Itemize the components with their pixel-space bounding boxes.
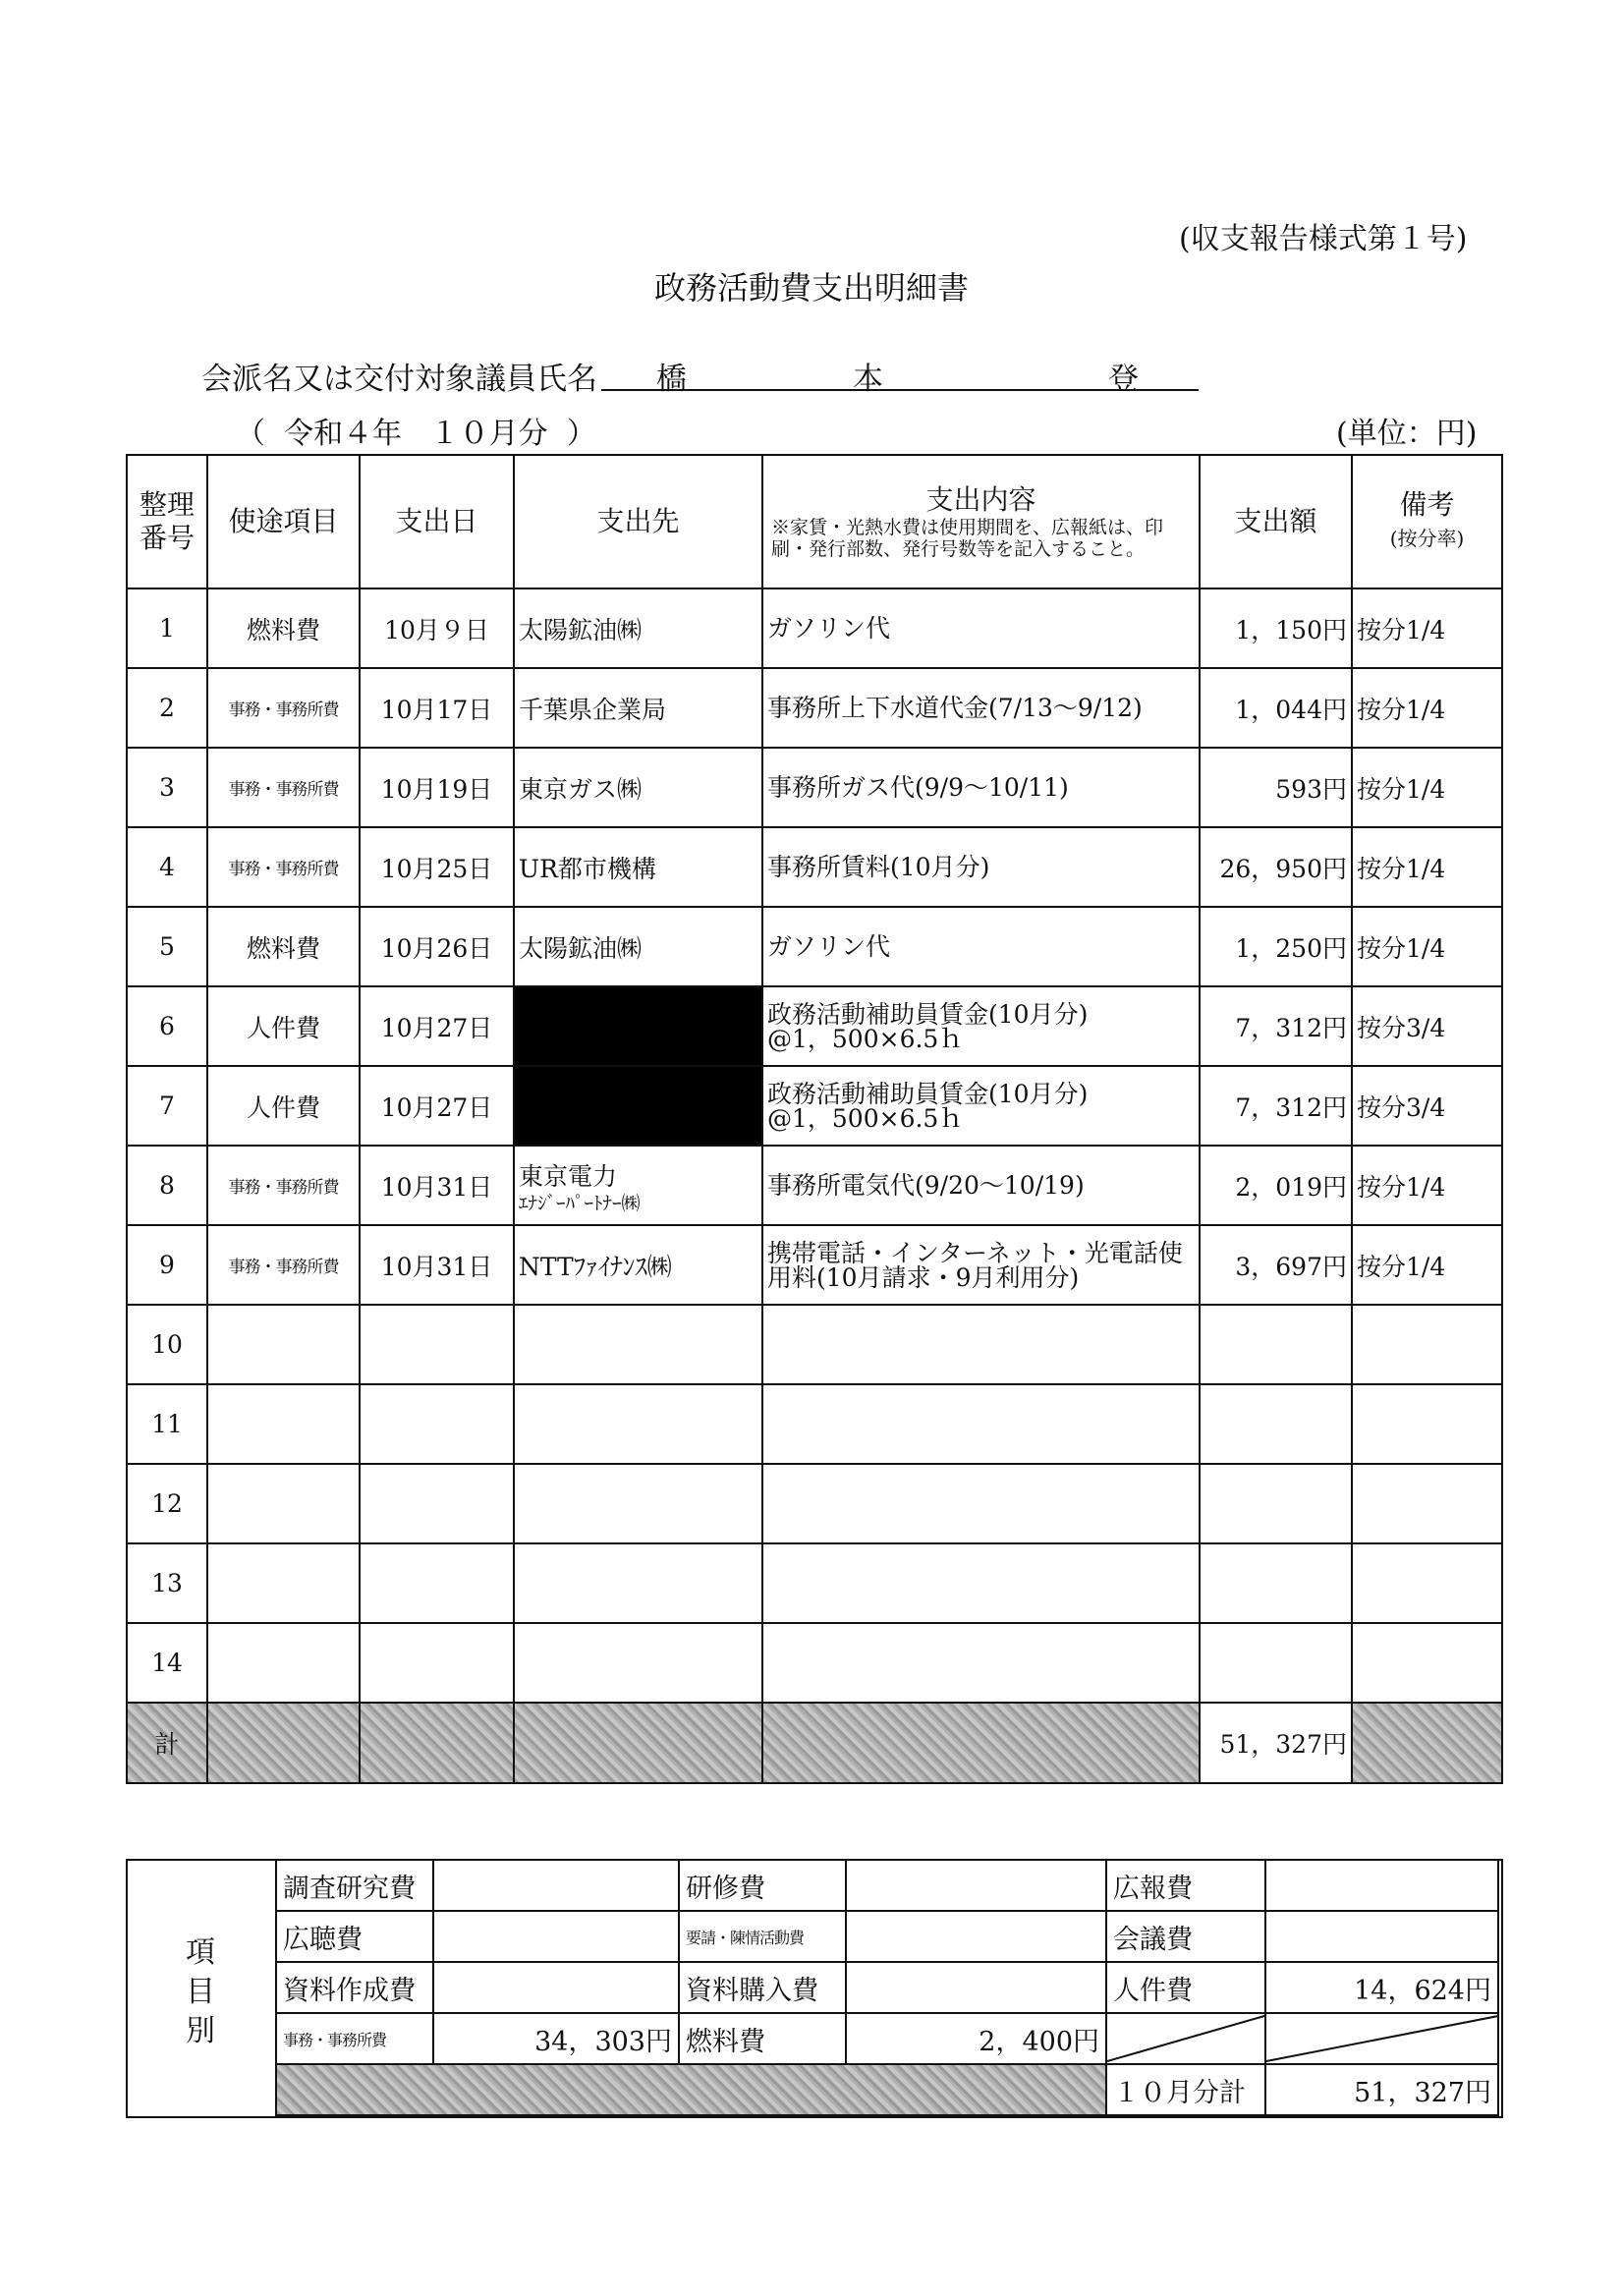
table-row — [127, 907, 1502, 986]
row-date: 10月17日 — [360, 668, 514, 748]
row-content: 政務活動補助員賃金(10月分) @1，500×6.5ｈ — [762, 1066, 1200, 1146]
table-row — [127, 1225, 1502, 1305]
summary-item-label: 人件費 — [1106, 1962, 1265, 2013]
table-row — [127, 748, 1502, 827]
summary-item-value — [433, 1962, 679, 2013]
row-payee — [514, 1305, 762, 1384]
form-code: (収支報告様式第１号) — [1179, 222, 1468, 256]
summary-item-value — [846, 1911, 1106, 1962]
row-payee-name: 東京ガス㈱ — [519, 774, 643, 804]
table-row — [127, 1146, 1502, 1225]
summary-item-label: 事務・事務所費 — [276, 2013, 433, 2064]
row-number: 7 — [127, 1066, 207, 1146]
table-row — [127, 1464, 1502, 1543]
row-number: 3 — [127, 748, 207, 827]
row-category: 事務・事務所費 — [207, 1225, 360, 1305]
name-char-3: 登 — [1108, 362, 1139, 397]
row-category — [207, 1464, 360, 1543]
row-note: 按分1/4 — [1352, 1225, 1502, 1305]
summary-item-label: 会議費 — [1106, 1911, 1265, 1962]
row-payee-name: 太陽鉱油㈱ — [519, 615, 643, 644]
row-date: 10月26日 — [360, 907, 514, 986]
row-payee-name: NTTﾌｧｲﾅﾝｽ㈱ — [519, 1252, 672, 1281]
row-category — [207, 1623, 360, 1703]
total-filler — [514, 1703, 762, 1783]
row-date — [360, 1464, 514, 1543]
row-number: 12 — [127, 1464, 207, 1543]
row-note: 按分1/4 — [1352, 748, 1502, 827]
header-note-sub: (按分率) — [1389, 527, 1465, 550]
row-payee — [514, 986, 762, 1066]
name-char-1: 橋 — [656, 362, 687, 397]
row-content — [762, 1464, 1200, 1543]
row-content: 事務所ガス代(9/9～10/11) — [762, 748, 1200, 827]
name-label: 会派名又は交付対象議員氏名 — [201, 362, 597, 397]
header-no: 整理番号 — [127, 455, 207, 588]
summary-item-value — [846, 1962, 1106, 2013]
diagonal-line — [1107, 2014, 1498, 2063]
row-amount: 7，312円 — [1200, 1066, 1352, 1146]
summary-item-label: 燃料費 — [679, 2013, 846, 2064]
row-payee — [514, 1543, 762, 1623]
row-number: 2 — [127, 668, 207, 748]
row-amount: 26，950円 — [1200, 827, 1352, 907]
header-category: 使途項目 — [207, 455, 360, 588]
summary-item-value: 2，400円 — [846, 2013, 1106, 2064]
row-payee-name: 千葉県企業局 — [519, 695, 667, 724]
row-date — [360, 1543, 514, 1623]
summary-item-value — [1265, 1911, 1498, 1962]
summary-row — [276, 2013, 1498, 2064]
row-content — [762, 1543, 1200, 1623]
row-amount — [1200, 1384, 1352, 1464]
row-note — [1352, 1623, 1502, 1703]
total-amount: 51，327円 — [1200, 1703, 1352, 1783]
row-date: 10月31日 — [360, 1146, 514, 1225]
total-filler — [1352, 1703, 1502, 1783]
row-payee — [514, 1623, 762, 1703]
row-content: 事務所賃料(10月分) — [762, 827, 1200, 907]
row-payee — [514, 588, 762, 668]
table-row — [127, 1305, 1502, 1384]
header-payee: 支出先 — [514, 455, 762, 588]
diagonal-cell — [1106, 2013, 1498, 2064]
row-amount: 2，019円 — [1200, 1146, 1352, 1225]
row-content: 事務所電気代(9/20～10/19) — [762, 1146, 1200, 1225]
table-row — [127, 588, 1502, 668]
row-payee-name: UR都市機構 — [519, 854, 656, 883]
row-payee — [514, 668, 762, 748]
row-date: 10月19日 — [360, 748, 514, 827]
row-note — [1352, 1305, 1502, 1384]
row-date — [360, 1623, 514, 1703]
summary-shaded — [276, 2064, 1106, 2115]
row-number: 10 — [127, 1305, 207, 1384]
row-date: 10月９日 — [360, 588, 514, 668]
row-amount: 1，250円 — [1200, 907, 1352, 986]
summary-item-label: 資料購入費 — [679, 1962, 846, 2013]
row-payee — [514, 827, 762, 907]
total-filler — [207, 1703, 360, 1783]
row-amount — [1200, 1543, 1352, 1623]
summary-row — [276, 2064, 1498, 2115]
row-amount: 1，150円 — [1200, 588, 1352, 668]
summary-table — [275, 1859, 1499, 2116]
row-content — [762, 1384, 1200, 1464]
table-row — [127, 1384, 1502, 1464]
row-number: 6 — [127, 986, 207, 1066]
header-content-note: ※家賃・光熱水費は使用期間を、広報紙は、印刷・発行部数、発行号数等を記入すること。 — [771, 517, 1164, 560]
row-note — [1352, 1464, 1502, 1543]
row-note: 按分3/4 — [1352, 1066, 1502, 1146]
header-note-title: 備考 — [1399, 488, 1455, 521]
table-row — [127, 986, 1502, 1066]
row-note — [1352, 1543, 1502, 1623]
row-category — [207, 1543, 360, 1623]
summary-item-label: 調査研究費 — [276, 1860, 433, 1911]
row-number: 8 — [127, 1146, 207, 1225]
row-payee — [514, 1464, 762, 1543]
row-note: 按分3/4 — [1352, 986, 1502, 1066]
document-title: 政務活動費支出明細書 — [653, 269, 969, 307]
table-row — [127, 1066, 1502, 1146]
total-row — [127, 1703, 1502, 1783]
row-note: 按分1/4 — [1352, 588, 1502, 668]
header-note — [1352, 455, 1502, 588]
row-category — [207, 1305, 360, 1384]
row-amount: 3，697円 — [1200, 1225, 1352, 1305]
table-row — [127, 827, 1502, 907]
row-amount: 1，044円 — [1200, 668, 1352, 748]
row-category — [207, 1384, 360, 1464]
summary-item-value — [846, 1860, 1106, 1911]
row-number: 11 — [127, 1384, 207, 1464]
row-date: 10月25日 — [360, 827, 514, 907]
row-date — [360, 1305, 514, 1384]
summary-item-value: 34，303円 — [433, 2013, 679, 2064]
row-amount — [1200, 1623, 1352, 1703]
summary-item-label: 広報費 — [1106, 1860, 1265, 1911]
summary-item-value — [433, 1860, 679, 1911]
header-content-title: 支出内容 — [925, 483, 1036, 516]
row-category: 事務・事務所費 — [207, 748, 360, 827]
row-payee — [514, 748, 762, 827]
summary-row — [276, 1962, 1498, 2013]
summary-label — [171, 1933, 230, 2051]
row-category: 事務・事務所費 — [207, 827, 360, 907]
summary-row — [276, 1860, 1498, 1911]
row-number: 4 — [127, 827, 207, 907]
row-payee — [514, 1384, 762, 1464]
row-payee-sub: ｴﾅｼﾞｰﾊﾟｰﾄﾅｰ㈱ — [519, 1192, 641, 1214]
name-char-2: 本 — [853, 362, 883, 397]
row-payee — [514, 907, 762, 986]
row-amount: 7，312円 — [1200, 986, 1352, 1066]
row-category: 事務・事務所費 — [207, 1146, 360, 1225]
header-content — [762, 455, 1200, 588]
month-total-label: １０月分計 — [1106, 2064, 1265, 2115]
row-content: 事務所上下水道代金(7/13～9/12) — [762, 668, 1200, 748]
table-header-row — [127, 455, 1502, 588]
row-content: 政務活動補助員賃金(10月分) @1，500×6.5ｈ — [762, 986, 1200, 1066]
row-note: 按分1/4 — [1352, 907, 1502, 986]
row-content — [762, 1305, 1200, 1384]
row-content — [762, 1623, 1200, 1703]
row-payee — [514, 1066, 762, 1146]
summary-item-value — [1265, 1860, 1498, 1911]
row-note: 按分1/4 — [1352, 827, 1502, 907]
row-category: 燃料費 — [207, 907, 360, 986]
row-number: 1 — [127, 588, 207, 668]
row-content: ガソリン代 — [762, 588, 1200, 668]
summary-item-label: 広聴費 — [276, 1911, 433, 1962]
row-category: 人件費 — [207, 986, 360, 1066]
total-label: 計 — [127, 1703, 207, 1783]
row-payee-name: 東京電力 — [519, 1161, 618, 1191]
row-number: 13 — [127, 1543, 207, 1623]
row-date — [360, 1384, 514, 1464]
row-category: 事務・事務所費 — [207, 668, 360, 748]
unit-label: (単位：円) — [1336, 417, 1478, 451]
row-payee — [514, 1225, 762, 1305]
header-date: 支出日 — [360, 455, 514, 588]
summary-item-label: 資料作成費 — [276, 1962, 433, 2013]
row-content: ガソリン代 — [762, 907, 1200, 986]
summary-item-value: 14，624円 — [1265, 1962, 1498, 2013]
row-date: 10月27日 — [360, 986, 514, 1066]
summary-label-text: 項 目 別 — [186, 1935, 215, 2048]
row-number: 9 — [127, 1225, 207, 1305]
total-filler — [762, 1703, 1200, 1783]
row-amount — [1200, 1464, 1352, 1543]
month-total-value: 51，327円 — [1265, 2064, 1498, 2115]
row-date: 10月27日 — [360, 1066, 514, 1146]
row-note: 按分1/4 — [1352, 1146, 1502, 1225]
row-number: 5 — [127, 907, 207, 986]
row-note: 按分1/4 — [1352, 668, 1502, 748]
summary-item-value — [433, 1911, 679, 1962]
expense-table — [126, 454, 1503, 1784]
row-payee-name: 太陽鉱油㈱ — [519, 933, 643, 963]
row-category: 燃料費 — [207, 588, 360, 668]
summary-row — [276, 1911, 1498, 1962]
row-note — [1352, 1384, 1502, 1464]
row-amount — [1200, 1305, 1352, 1384]
row-amount: 593円 — [1200, 748, 1352, 827]
table-row — [127, 1543, 1502, 1623]
summary-item-label: 研修費 — [679, 1860, 846, 1911]
table-row — [127, 668, 1502, 748]
row-content: 携帯電話・インターネット・光電話使用料(10月請求・9月利用分) — [762, 1225, 1200, 1305]
table-row — [127, 1623, 1502, 1703]
row-payee — [514, 1146, 762, 1225]
total-filler — [360, 1703, 514, 1783]
period: （ 令和４年 １０月分 ） — [236, 417, 596, 451]
row-category: 人件費 — [207, 1066, 360, 1146]
row-number: 14 — [127, 1623, 207, 1703]
header-amount: 支出額 — [1200, 455, 1352, 588]
row-date: 10月31日 — [360, 1225, 514, 1305]
summary-item-label: 要請・陳情活動費 — [679, 1911, 846, 1962]
